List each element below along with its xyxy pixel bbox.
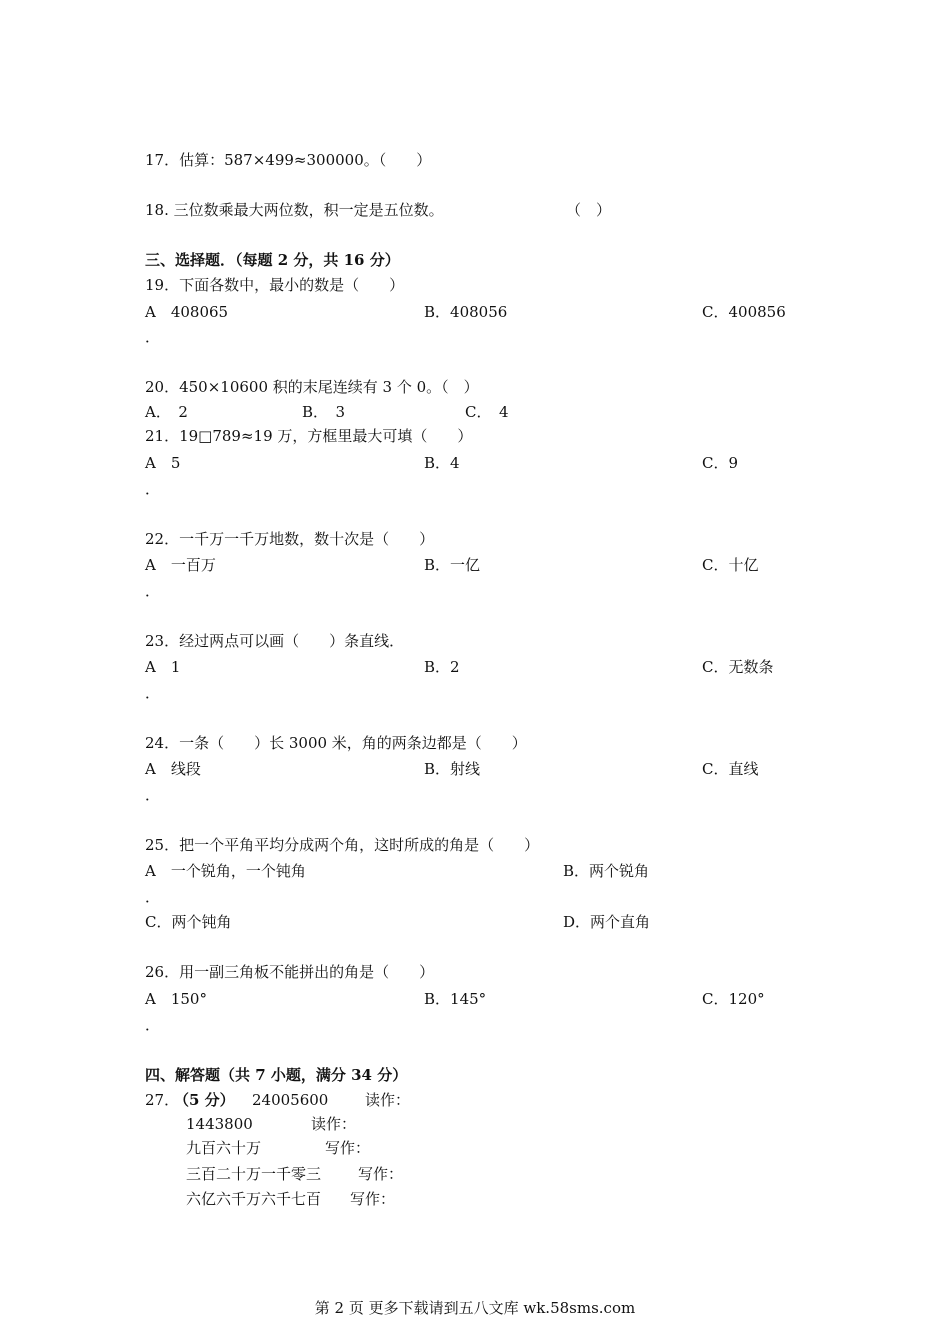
q27-row4-label: 写作： (358, 1165, 404, 1183)
q20-option-b: B． 3 (302, 403, 346, 421)
q27-row2-value: 1443800 (186, 1115, 253, 1133)
q25-option-d: D．两个直角 (563, 913, 651, 931)
q24-option-b: B．射线 (424, 760, 481, 778)
q25-option-b: B．两个锐角 (563, 862, 650, 880)
q23-dot: ． (145, 684, 161, 702)
q27-row3-label: 写作： (325, 1139, 371, 1157)
q26-option-c: C．120° (702, 990, 765, 1008)
q25-option-a: A 一个锐角，一个钝角 (145, 862, 306, 880)
q27-row3-value: 九百六十万 (186, 1139, 262, 1157)
q27-row5-label: 写作： (350, 1190, 396, 1208)
q27-row1-value: 24005600 (252, 1091, 329, 1109)
q20-option-c: C． 4 (465, 403, 509, 421)
q21-option-c: C．9 (702, 454, 739, 472)
section-3-heading: 三、选择题．（每题 2 分，共 16 分） (145, 251, 400, 269)
q24-dot: ． (145, 786, 161, 804)
question-24: 24．一条（ ）长 3000 米，角的两条边都是（ ） (145, 734, 527, 752)
q27-row1-label: 读作： (365, 1091, 411, 1109)
q21-option-b: B．4 (424, 454, 460, 472)
question-27-score: （5 分） (174, 1091, 235, 1109)
q23-option-b: B．2 (424, 658, 460, 676)
q22-option-b: B．一亿 (424, 556, 481, 574)
q19-dot: ． (145, 328, 161, 346)
question-26: 26．用一副三角板不能拼出的角是（ ） (145, 963, 435, 981)
q21-option-a: A 5 (145, 454, 181, 472)
q20-option-a: A． 2 (145, 403, 188, 421)
q27-row5-value: 六亿六千万六千七百 (186, 1190, 322, 1208)
question-18-answer-paren: （ ） (566, 201, 612, 219)
q22-dot: ． (145, 582, 161, 600)
question-25: 25．把一个平角平均分成两个角，这时所成的角是（ ） (145, 836, 540, 854)
q19-option-a: A 408065 (145, 303, 229, 321)
question-22: 22．一千万一千万地数，数十次是（ ） (145, 530, 435, 548)
question-18: 18. 三位数乘最大两位数，积一定是五位数。 (145, 201, 444, 219)
q19-option-c: C．400856 (702, 303, 786, 321)
q27-row2-label: 读作： (311, 1115, 357, 1133)
question-21: 21．19□789≈19 万，方框里最大可填（ ） (145, 427, 473, 445)
q26-option-a: A 150° (145, 990, 207, 1008)
q24-option-c: C．直线 (702, 760, 759, 778)
page-footer: 第 2 页 更多下载请到五八文库 wk.58sms.com (314, 1299, 636, 1317)
question-23: 23．经过两点可以画（ ）条直线． (145, 632, 405, 650)
q27-row4-value: 三百二十万一千零三 (186, 1165, 322, 1183)
q25-dot: ． (145, 888, 161, 906)
q26-option-b: B．145° (424, 990, 487, 1008)
question-20: 20．450×10600 积的末尾连续有 3 个 0。（ ） (145, 378, 479, 396)
section-4-heading: 四、解答题（共 7 小题，满分 34 分） (145, 1066, 408, 1084)
q22-option-a: A 一百万 (145, 556, 216, 574)
q22-option-c: C．十亿 (702, 556, 759, 574)
q23-option-c: C．无数条 (702, 658, 774, 676)
q26-dot: ． (145, 1016, 161, 1034)
question-27-number: 27． (145, 1091, 180, 1109)
question-17: 17．估算：587×499≈300000。（ ） (145, 151, 432, 169)
q25-option-c: C．两个钝角 (145, 913, 232, 931)
question-19: 19．下面各数中，最小的数是（ ） (145, 276, 405, 294)
q24-option-a: A 线段 (145, 760, 201, 778)
q19-option-b: B．408056 (424, 303, 508, 321)
q23-option-a: A 1 (145, 658, 181, 676)
q21-dot: ． (145, 480, 161, 498)
